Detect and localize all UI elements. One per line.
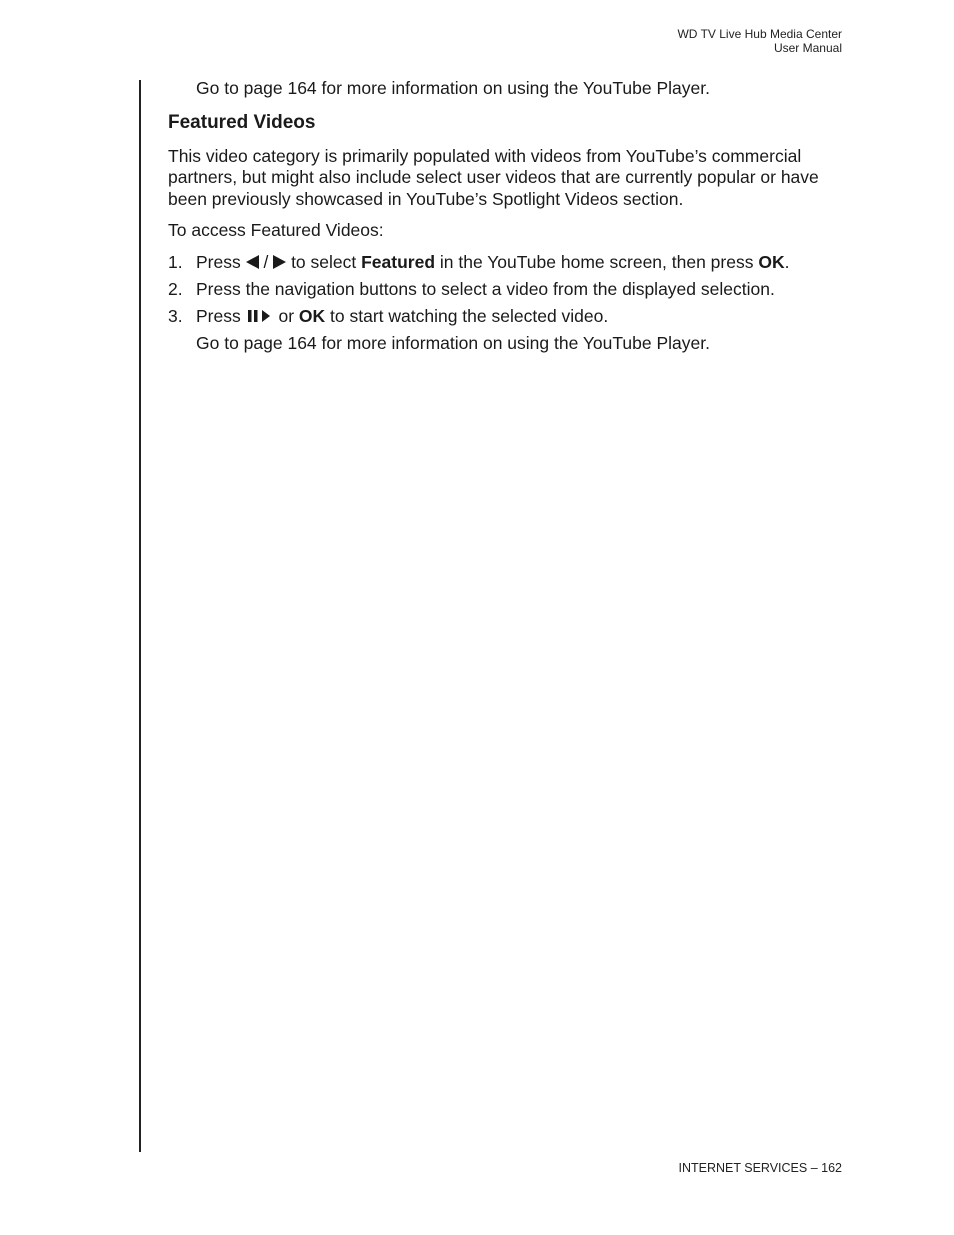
- step-text: to select: [286, 251, 362, 272]
- margin-rule: [139, 80, 141, 1152]
- pause-play-icon: [246, 307, 274, 329]
- step-1: [168, 252, 848, 275]
- step-text: to start watching the selected video.: [325, 305, 609, 326]
- step-text: /: [258, 251, 274, 272]
- step-keyword: Featured: [361, 251, 436, 272]
- step-2: [168, 279, 848, 301]
- closing-note: Go to page 164 for more information on using the YouTube Player.: [196, 333, 710, 353]
- right-arrow-icon: [273, 253, 286, 275]
- step-keyword: OK: [758, 251, 785, 272]
- step-3: [168, 306, 848, 329]
- step-text: Press: [196, 305, 246, 326]
- step-number: 2.: [168, 279, 183, 299]
- step-text: Press the navigation buttons to select a video from the displayed selection.: [196, 279, 775, 299]
- page-header: [677, 28, 842, 55]
- step-keyword: OK: [298, 305, 326, 326]
- step-text: in the YouTube home screen, then press: [435, 251, 759, 272]
- step-text: Press: [196, 251, 246, 272]
- step-number: 3.: [168, 305, 183, 326]
- left-arrow-icon: [246, 253, 259, 275]
- intro-note: Go to page 164 for more information on using the YouTube Player.: [196, 78, 710, 98]
- page-footer: INTERNET SERVICES – 162: [678, 1161, 842, 1175]
- step-text: or: [273, 305, 299, 326]
- header-product: WD TV Live Hub Media Center: [677, 27, 842, 41]
- step-text: .: [784, 251, 790, 272]
- step-number: 1.: [168, 251, 183, 272]
- page-content: [168, 78, 848, 355]
- section-title: Featured Videos: [168, 111, 316, 133]
- access-intro: To access Featured Videos:: [168, 220, 384, 240]
- header-doc-type: User Manual: [773, 40, 842, 55]
- steps-list: [168, 252, 848, 329]
- section-description: This video category is primarily populated with videos from YouTube’s commercial partners, but might also include select user videos that are currently popular or have been previously showcased in YouTube’s Spotlight Videos section.: [168, 145, 819, 209]
